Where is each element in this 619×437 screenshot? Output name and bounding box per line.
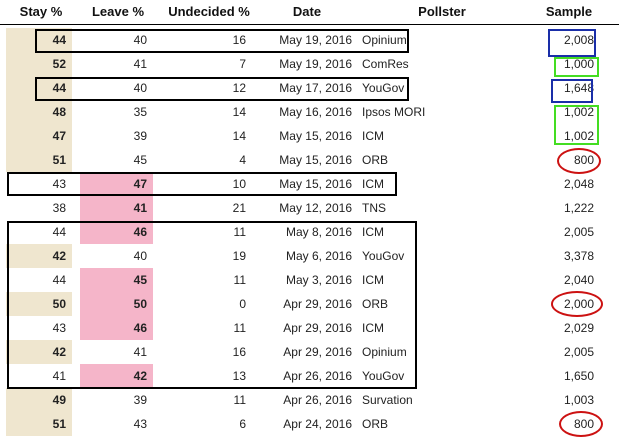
- undecided-cell: [160, 388, 256, 412]
- leave-cell-value: 41: [133, 57, 147, 71]
- undecided-cell-value: 14: [232, 129, 246, 143]
- undecided-cell: [160, 124, 256, 148]
- undecided-cell-value: 11: [233, 225, 246, 239]
- table-row: [0, 196, 619, 220]
- sample-cell-value: 2,000: [563, 297, 594, 311]
- stay-cell-value: 52: [52, 57, 66, 71]
- date-cell: [262, 388, 352, 412]
- sample-cell-value: 2,040: [563, 273, 594, 287]
- sample-cell-value: 800: [573, 153, 594, 167]
- header-stay: Stay %: [19, 4, 63, 19]
- leave-cell-value: 50: [133, 297, 147, 311]
- undecided-cell-value: 10: [232, 177, 246, 191]
- pollster-cell-value: YouGov: [362, 249, 405, 263]
- leave-cell: [80, 196, 153, 220]
- stay-cell-value: 41: [52, 369, 66, 383]
- table-row: [0, 124, 619, 148]
- leave-cell-value: 40: [133, 33, 147, 47]
- stay-cell-value: 38: [52, 201, 66, 215]
- pollster-cell-value: TNS: [362, 201, 386, 215]
- pollster-cell-value: ORB: [362, 153, 389, 167]
- stay-cell-value: 42: [52, 345, 66, 359]
- date-cell: [262, 100, 352, 124]
- pollster-cell-value: ComRes: [362, 57, 409, 71]
- pollster-cell: [362, 52, 472, 76]
- pollster-cell: [362, 412, 472, 436]
- leave-cell-value: 46: [133, 225, 147, 239]
- pollster-cell-value: ICM: [362, 225, 384, 239]
- undecided-cell-value: 12: [232, 81, 246, 95]
- sample-cell: [520, 196, 610, 220]
- blue-box-sample-1: [548, 29, 596, 57]
- table-row: [0, 412, 619, 436]
- undecided-cell-value: 11: [233, 393, 246, 407]
- stay-cell: [6, 196, 72, 220]
- date-cell-value: May 19, 2016: [279, 57, 352, 71]
- sample-cell-value: 2,005: [563, 345, 594, 359]
- undecided-cell-value: 6: [239, 417, 246, 431]
- leave-cell: [80, 388, 153, 412]
- leave-cell: [80, 412, 153, 436]
- undecided-cell-value: 11: [233, 321, 246, 335]
- leave-cell-value: 47: [133, 177, 147, 191]
- date-cell-value: Apr 29, 2016: [283, 297, 352, 311]
- leave-cell-value: 39: [133, 393, 147, 407]
- undecided-cell: [160, 100, 256, 124]
- sample-cell: [520, 220, 610, 244]
- leave-cell-value: 43: [133, 417, 147, 431]
- leave-cell: [80, 124, 153, 148]
- date-cell: [262, 52, 352, 76]
- leave-cell-value: 41: [133, 345, 147, 359]
- undecided-cell: [160, 196, 256, 220]
- pollster-cell: [362, 388, 472, 412]
- date-cell: [262, 196, 352, 220]
- stay-cell-value: 47: [52, 129, 66, 143]
- highlight-box-yougov: [35, 77, 409, 101]
- undecided-cell-value: 13: [232, 369, 246, 383]
- table-header: [0, 0, 619, 25]
- leave-cell-value: 35: [133, 105, 147, 119]
- leave-cell-value: 41: [133, 201, 147, 215]
- stay-cell: [6, 100, 72, 124]
- sample-cell: [520, 172, 610, 196]
- sample-cell: [520, 388, 610, 412]
- stay-cell-value: 43: [52, 177, 66, 191]
- leave-cell: [80, 100, 153, 124]
- undecided-cell: [160, 52, 256, 76]
- sample-cell: [520, 340, 610, 364]
- pollster-cell-value: ORB: [362, 417, 389, 431]
- sample-cell-value: 800: [573, 417, 594, 431]
- red-oval-sample-3: [559, 411, 603, 437]
- leave-cell-value: 40: [133, 249, 147, 263]
- stay-cell-value: 50: [52, 297, 66, 311]
- table-row: [0, 100, 619, 124]
- header-pollster: Pollster: [418, 4, 466, 19]
- date-cell-value: May 6, 2016: [285, 249, 352, 263]
- highlight-box-group: [7, 221, 417, 389]
- sample-cell: [520, 244, 610, 268]
- date-cell-value: Apr 26, 2016: [283, 393, 352, 407]
- pollster-cell: [362, 124, 472, 148]
- leave-cell: [80, 148, 153, 172]
- stay-cell-value: 44: [52, 225, 66, 239]
- stay-cell: [6, 52, 72, 76]
- undecided-cell-value: 4: [239, 153, 246, 167]
- sample-cell-value: 1,000: [563, 57, 594, 71]
- date-cell-value: May 19, 2016: [279, 33, 352, 47]
- leave-cell-value: 45: [133, 153, 147, 167]
- stay-cell-value: 48: [52, 105, 66, 119]
- sample-cell: [520, 268, 610, 292]
- date-cell-value: May 8, 2016: [285, 225, 352, 239]
- sample-cell-value: 1,002: [563, 105, 594, 119]
- pollster-cell: [362, 100, 472, 124]
- sample-cell: [520, 364, 610, 388]
- leave-cell-value: 45: [133, 273, 147, 287]
- stay-cell: [6, 148, 72, 172]
- stay-cell: [6, 124, 72, 148]
- stay-cell-value: 44: [52, 81, 66, 95]
- sample-cell-value: 1,648: [563, 81, 594, 95]
- pollster-cell-value: Survation: [362, 393, 413, 407]
- undecided-cell-value: 14: [232, 105, 246, 119]
- stay-cell-value: 49: [52, 393, 66, 407]
- pollster-cell-value: YouGov: [362, 81, 405, 95]
- sample-cell-value: 2,029: [563, 321, 594, 335]
- header-leave: Leave %: [91, 4, 145, 19]
- stay-cell-value: 51: [52, 417, 66, 431]
- date-cell-value: Apr 26, 2016: [283, 369, 352, 383]
- red-oval-sample-2: [551, 291, 603, 317]
- blue-box-sample-2: [551, 79, 593, 103]
- sample-cell-value: 1,002: [563, 129, 594, 143]
- red-oval-sample-1: [557, 148, 601, 174]
- undecided-cell-value: 16: [232, 345, 246, 359]
- date-cell-value: May 15, 2016: [279, 153, 352, 167]
- date-cell-value: May 15, 2016: [279, 177, 352, 191]
- date-cell: [262, 148, 352, 172]
- leave-cell-value: 39: [133, 129, 147, 143]
- date-cell-value: May 3, 2016: [285, 273, 352, 287]
- sample-cell-value: 1,222: [563, 201, 594, 215]
- undecided-cell-value: 7: [239, 57, 246, 71]
- green-box-sample-2: [554, 105, 599, 145]
- highlight-box-icm: [7, 172, 397, 196]
- undecided-cell: [160, 148, 256, 172]
- undecided-cell-value: 21: [232, 201, 246, 215]
- pollster-cell: [362, 196, 472, 220]
- pollster-cell-value: ICM: [362, 273, 384, 287]
- sample-cell-value: 2,008: [563, 33, 594, 47]
- undecided-cell-value: 0: [239, 297, 246, 311]
- leave-cell: [80, 52, 153, 76]
- undecided-cell-value: 16: [232, 33, 246, 47]
- stay-cell-value: 43: [52, 321, 66, 335]
- leave-cell-value: 46: [133, 321, 147, 335]
- pollster-cell-value: Ipsos MORI: [362, 105, 426, 119]
- date-cell-value: May 16, 2016: [279, 105, 352, 119]
- pollster-cell-value: Opinium: [362, 345, 407, 359]
- sample-cell-value: 3,378: [563, 249, 594, 263]
- sample-cell-value: 1,003: [563, 393, 594, 407]
- date-cell-value: Apr 24, 2016: [283, 417, 352, 431]
- date-cell-value: May 15, 2016: [279, 129, 352, 143]
- date-cell: [262, 124, 352, 148]
- stay-cell-value: 44: [52, 273, 66, 287]
- table-row: [0, 52, 619, 76]
- stay-cell-value: 42: [52, 249, 66, 263]
- undecided-cell: [160, 412, 256, 436]
- date-cell: [262, 412, 352, 436]
- leave-cell-value: 40: [133, 81, 147, 95]
- pollster-cell-value: ICM: [362, 129, 384, 143]
- pollster-cell: [362, 148, 472, 172]
- header-undecided: Undecided %: [168, 4, 250, 19]
- undecided-cell-value: 19: [232, 249, 246, 263]
- pollster-cell-value: ORB: [362, 297, 389, 311]
- sample-cell: [520, 316, 610, 340]
- table-row: [0, 148, 619, 172]
- stay-cell: [6, 388, 72, 412]
- header-date: Date: [292, 4, 322, 19]
- undecided-cell-value: 11: [233, 273, 246, 287]
- stay-cell: [6, 412, 72, 436]
- date-cell-value: Apr 29, 2016: [283, 321, 352, 335]
- pollster-cell-value: ICM: [362, 177, 384, 191]
- date-cell-value: May 17, 2016: [279, 81, 352, 95]
- header-sample: Sample: [545, 4, 593, 19]
- pollster-cell-value: Opinium: [362, 33, 407, 47]
- pollster-cell-value: ICM: [362, 321, 384, 335]
- sample-cell-value: 2,005: [563, 225, 594, 239]
- sample-cell-value: 2,048: [563, 177, 594, 191]
- green-box-sample-1: [554, 57, 599, 77]
- sample-cell-value: 1,650: [563, 369, 594, 383]
- date-cell-value: Apr 29, 2016: [283, 345, 352, 359]
- highlight-box-opinium: [35, 29, 409, 53]
- date-cell-value: May 12, 2016: [279, 201, 352, 215]
- stay-cell-value: 44: [52, 33, 66, 47]
- table-row: [0, 388, 619, 412]
- leave-cell-value: 42: [133, 369, 147, 383]
- stay-cell-value: 51: [52, 153, 66, 167]
- pollster-cell-value: YouGov: [362, 369, 405, 383]
